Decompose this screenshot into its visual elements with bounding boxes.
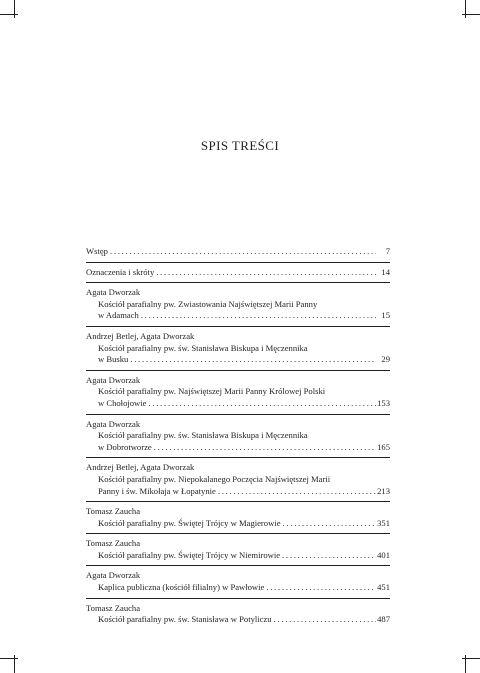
toc-entry-magierow[interactable] [86, 506, 390, 529]
entry-divider [86, 565, 390, 566]
entry-divider [86, 326, 390, 327]
toc-page-number: 7 [385, 246, 390, 256]
table-of-contents [86, 246, 390, 626]
toc-page-number: 351 [377, 517, 390, 528]
toc-entry-title: Kościół parafialny pw. Niepokalanego Poczęcia Najświętszej Marii [98, 473, 331, 484]
crop-mark-top-left [14, 0, 15, 18]
toc-page-number: 487 [377, 614, 390, 625]
toc-page-number: 213 [377, 485, 390, 496]
entry-divider [86, 282, 390, 283]
toc-page-number: 15 [381, 310, 390, 321]
toc-page-number: 29 [381, 354, 390, 365]
toc-entry-title: Kościół parafialny pw. Najświętszej Marii Panny Królowej Polski [98, 386, 326, 397]
toc-entry-niemirow[interactable] [86, 538, 390, 561]
dot-leader [152, 442, 376, 454]
toc-entry-line [86, 310, 390, 322]
crop-mark-bottom-right-h [462, 658, 480, 659]
toc-entry-author: Agata Dworzak [86, 287, 141, 298]
toc-entry-author: Agata Dworzak [86, 418, 141, 429]
toc-entry-title: Oznaczenia i skróty [86, 266, 155, 277]
toc-entry-line [86, 518, 390, 530]
dot-leader [139, 310, 376, 322]
toc-entry-oznaczenia[interactable] [86, 267, 390, 279]
page-title: SPIS TREŚCI [200, 138, 280, 153]
entry-divider [86, 262, 390, 263]
toc-entry-line [86, 550, 390, 562]
toc-entry-dobrotwor[interactable] [86, 419, 390, 454]
toc-entry-title-end: w Chołojowie [98, 397, 147, 408]
toc-entry-title: Kościół parafialny pw. Zwiastowania Najświętszej Marii Panny [98, 298, 318, 309]
toc-entry-line [86, 398, 390, 410]
toc-entry-line [86, 486, 390, 498]
toc-entry-wstep[interactable] [86, 246, 390, 258]
toc-entry-title: Kościół parafialny pw. św. Stanisława w Potyliczu [98, 614, 272, 625]
toc-entry-title-end: w Adamach [98, 310, 139, 321]
toc-page-number: 14 [381, 266, 390, 277]
toc-entry-author: Andrzej Betlej, Agata Dworzak [86, 330, 195, 341]
toc-entry-author: Tomasz Zaucha [86, 538, 141, 549]
entry-divider [86, 533, 390, 534]
toc-entry-pawlow[interactable] [86, 570, 390, 593]
dot-leader [154, 267, 376, 279]
toc-entry-title-end: w Dobrotworze [98, 441, 152, 452]
crop-mark-top-right [465, 0, 466, 18]
toc-entry-line [86, 582, 390, 594]
toc-entry-title: Kościół parafialny pw. św. Stanisława Biskupa i Męczennika [98, 430, 308, 441]
toc-entry-author: Tomasz Zaucha [86, 506, 141, 517]
entry-divider [86, 598, 390, 599]
entry-divider [86, 370, 390, 371]
toc-page-number: 451 [377, 582, 390, 593]
toc-entry-line [86, 267, 390, 279]
toc-entry-title-end: Panny i św. Mikołaja w Łopatynie [98, 485, 216, 496]
toc-entry-title: Kaplica publiczna (kościół filialny) w Pawłowie [98, 582, 265, 593]
entry-divider [86, 501, 390, 502]
toc-entry-author: Tomasz Zaucha [86, 602, 141, 613]
toc-entry-potylicz[interactable] [86, 603, 390, 626]
toc-entry-line [86, 246, 390, 258]
toc-entry-title-end: w Busku [98, 354, 129, 365]
dot-leader [280, 550, 376, 562]
toc-page-number: 401 [377, 549, 390, 560]
crop-mark-top-right-h [462, 14, 480, 15]
toc-entry-cholojow[interactable] [86, 375, 390, 410]
crop-mark-bottom-left-h [0, 658, 18, 659]
toc-entry-author: Agata Dworzak [86, 570, 141, 581]
dot-leader [146, 398, 376, 410]
toc-entry-title: Kościół parafialny pw. Świętej Trójcy w Niemirowie [98, 549, 281, 560]
toc-entry-title: Wstęp [86, 246, 108, 256]
toc-page-number: 153 [377, 397, 390, 408]
toc-entry-busk[interactable] [86, 331, 390, 366]
toc-entry-author: Agata Dworzak [86, 374, 141, 385]
dot-leader [128, 354, 376, 366]
dot-leader [108, 246, 376, 258]
crop-mark-top-left-h [0, 14, 18, 15]
toc-entry-line [86, 614, 390, 626]
dot-leader [272, 614, 376, 626]
toc-entry-line [86, 442, 390, 454]
toc-entry-line [86, 354, 390, 366]
toc-entry-title: Kościół parafialny pw. św. Stanisława Biskupa i Męczennika [98, 342, 308, 353]
dot-leader [281, 518, 376, 530]
toc-page-number: 165 [377, 441, 390, 452]
dot-leader [264, 582, 376, 594]
entry-divider [86, 414, 390, 415]
entry-divider [86, 457, 390, 458]
dot-leader [216, 486, 376, 498]
toc-entry-title: Kościół parafialny pw. Świętej Trójcy w Magierowie [98, 517, 281, 528]
toc-entry-lopatyn[interactable] [86, 462, 390, 497]
toc-entry-author: Andrzej Betlej, Agata Dworzak [86, 462, 195, 473]
toc-entry-adamy[interactable] [86, 287, 390, 322]
